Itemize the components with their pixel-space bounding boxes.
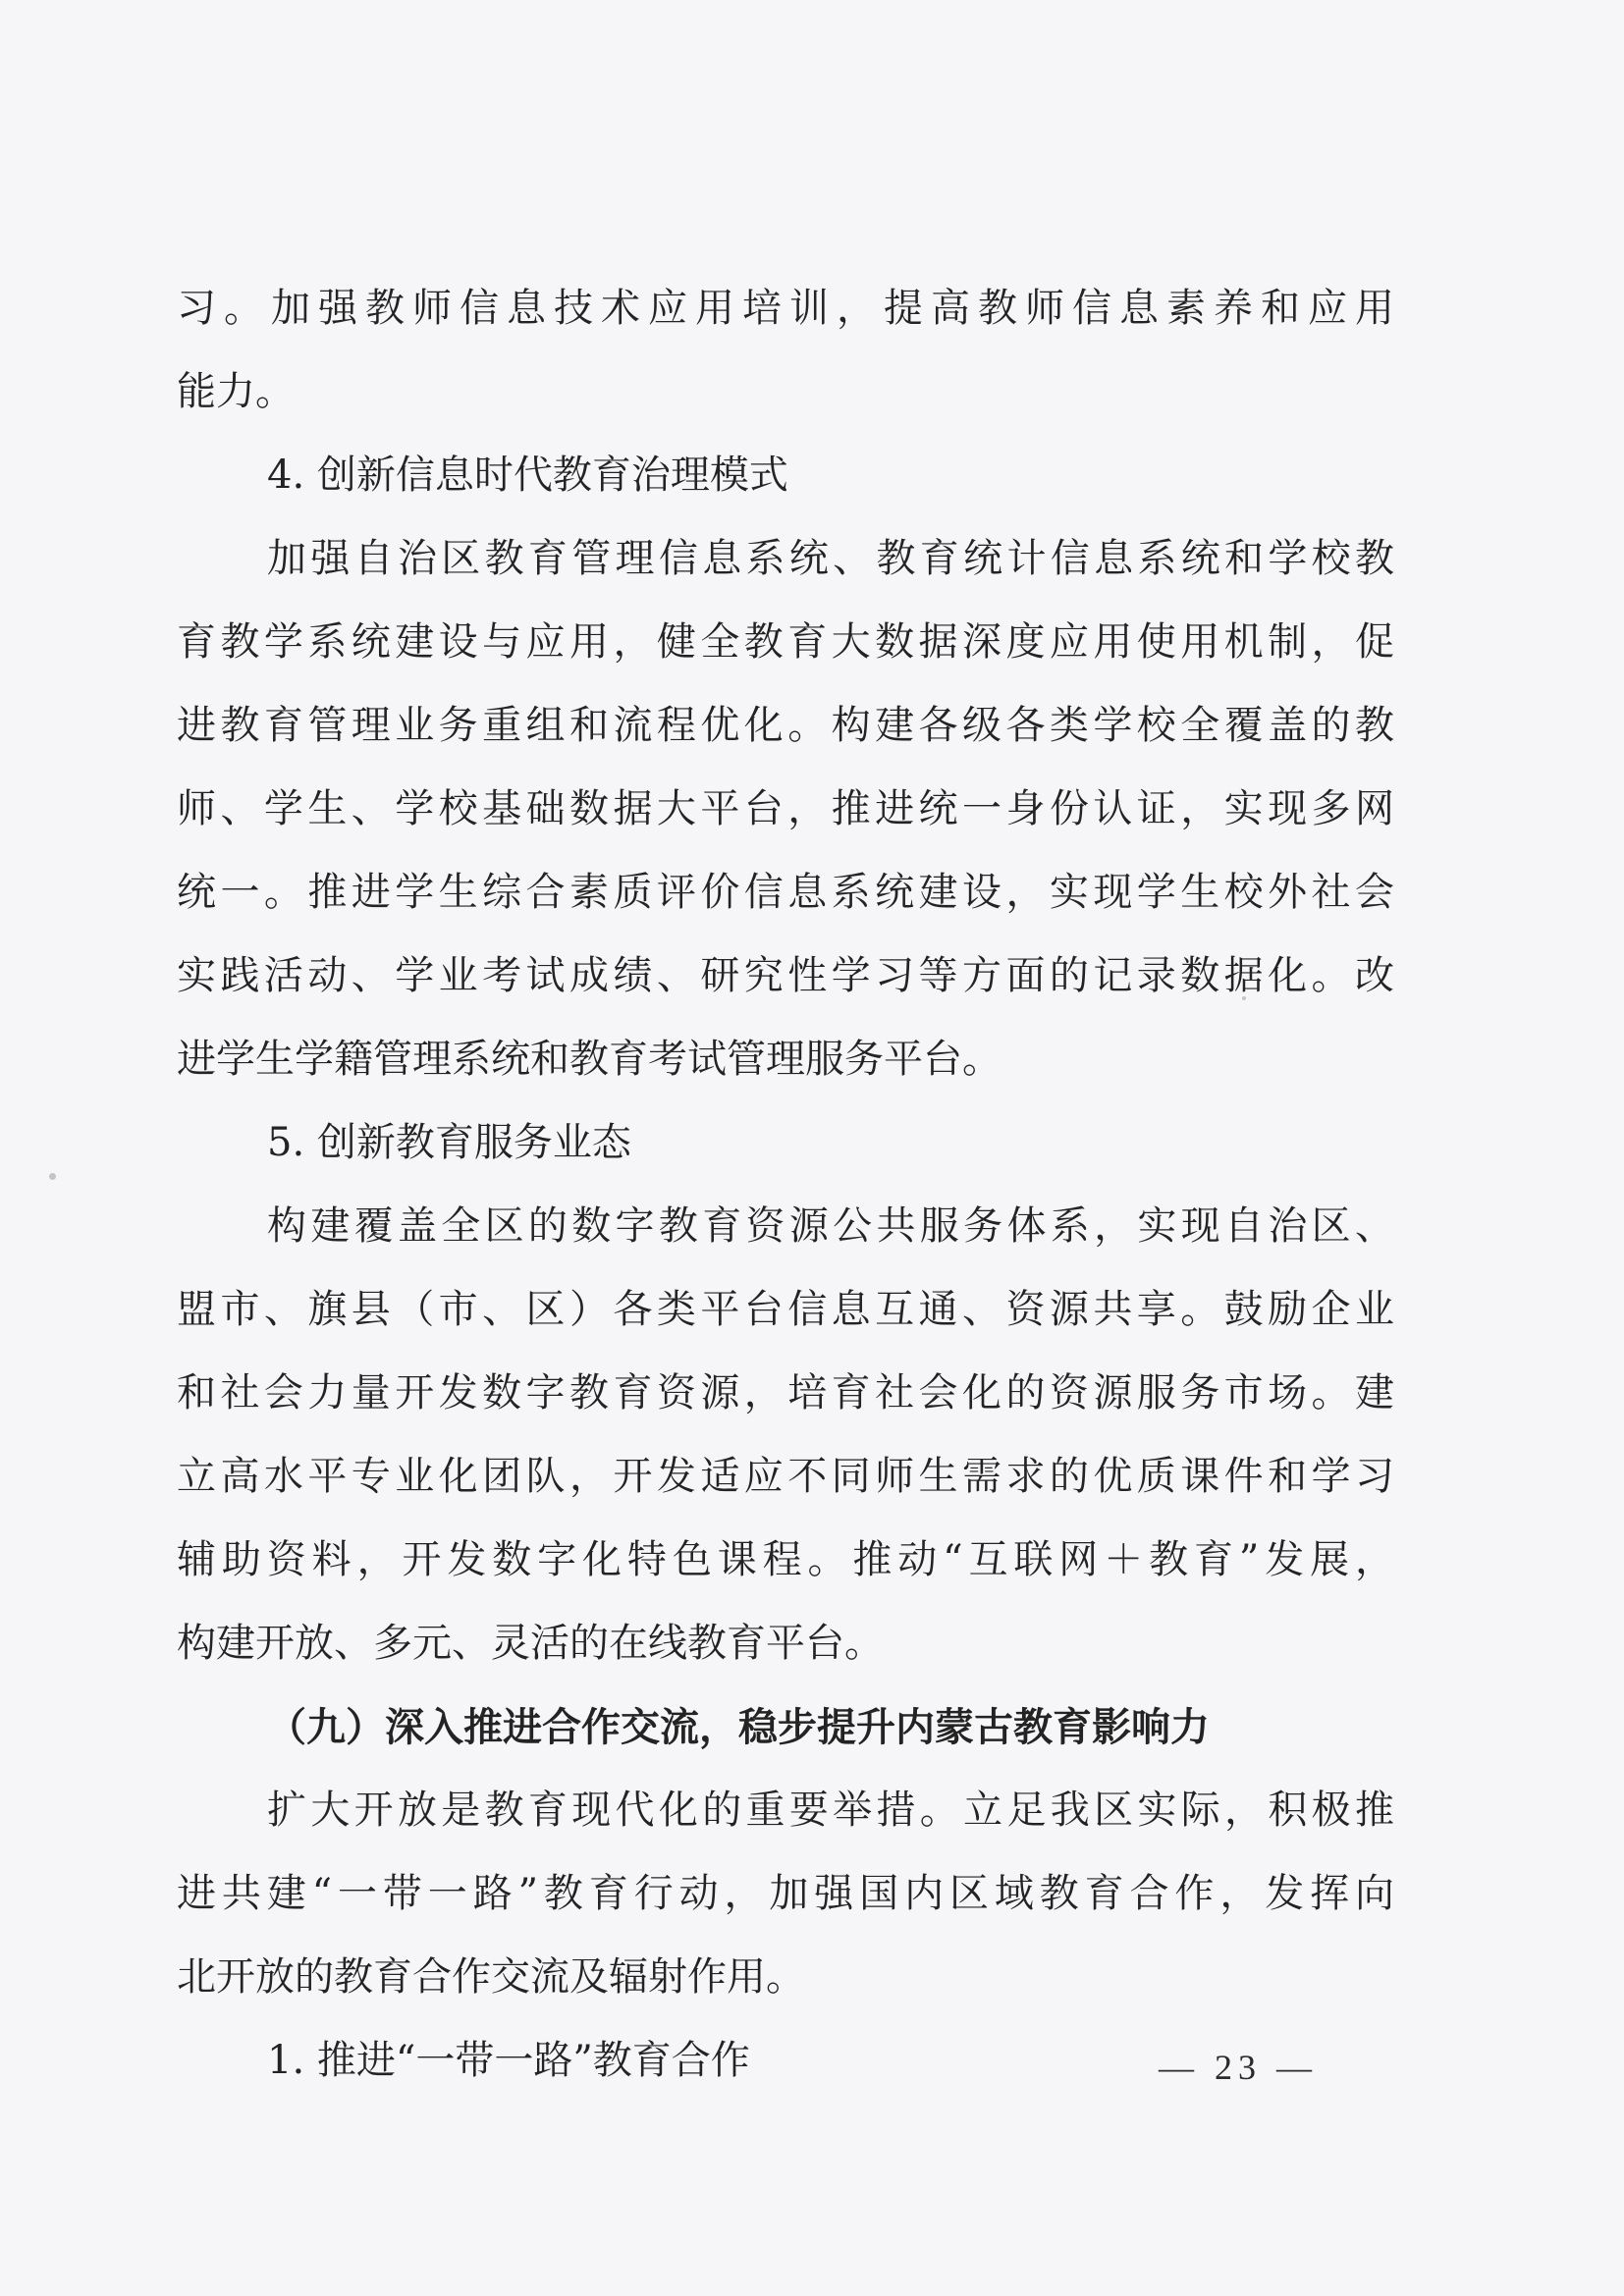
body-text bbox=[177, 267, 1394, 2103]
line-text: 进学生学籍管理系统和教育考试管理服务平台。 bbox=[177, 1037, 1001, 1082]
line-text: 实践活动、学业考试成绩、研究性学习等方面的记录数据化。改 bbox=[177, 953, 1394, 998]
line-text: 扩大开放是教育现代化的重要举措。立足我区实际，积极推 bbox=[267, 1788, 1394, 1833]
text-line bbox=[177, 851, 1394, 934]
text-line bbox=[177, 601, 1394, 684]
line-text: 盟市、旗县（市、区）各类平台信息互通、资源共享。鼓励企业 bbox=[177, 1287, 1394, 1332]
text-line bbox=[177, 1268, 1394, 1352]
text-line bbox=[177, 1101, 1394, 1185]
text-line bbox=[177, 1852, 1394, 1936]
text-line bbox=[177, 684, 1394, 768]
text-line bbox=[177, 934, 1394, 1018]
text-line bbox=[177, 517, 1394, 601]
line-text: 习。加强教师信息技术应用培训，提高教师信息素养和应用 bbox=[177, 286, 1394, 331]
text-line bbox=[177, 1519, 1394, 1602]
line-text: 进教育管理业务重组和流程优化。构建各级各类学校全覆盖的教 bbox=[177, 703, 1394, 748]
text-line bbox=[177, 1185, 1394, 1268]
text-line bbox=[177, 768, 1394, 851]
line-text: 5. 创新教育服务业态 bbox=[267, 1120, 631, 1165]
text-line bbox=[177, 1936, 1394, 2019]
text-line bbox=[177, 1352, 1394, 1435]
line-text: 构建覆盖全区的数字教育资源公共服务体系，实现自治区、 bbox=[267, 1203, 1394, 1249]
text-line bbox=[177, 1018, 1394, 1101]
text-line bbox=[177, 267, 1394, 350]
line-text: 1. 推进“一带一路”教育合作 bbox=[267, 2038, 750, 2083]
text-line bbox=[177, 434, 1394, 517]
line-text: 进共建“一带一路”教育行动，加强国内区域教育合作，发挥向 bbox=[177, 1871, 1394, 1916]
line-text: 师、学生、学校基础数据大平台，推进统一身份认证，实现多网 bbox=[177, 786, 1394, 831]
line-text: 辅助资料，开发数字化特色课程。推动“互联网＋教育”发展， bbox=[177, 1537, 1394, 1582]
page-number: — 23 — bbox=[1159, 2048, 1318, 2087]
text-line bbox=[177, 1769, 1394, 1852]
scan-speck bbox=[49, 1173, 56, 1180]
text-line bbox=[177, 350, 1394, 434]
line-text: 构建开放、多元、灵活的在线教育平台。 bbox=[177, 1621, 884, 1666]
line-text: 和社会力量开发数字教育资源，培育社会化的资源服务市场。建 bbox=[177, 1370, 1394, 1415]
line-text: 北开放的教育合作交流及辐射作用。 bbox=[177, 1954, 805, 2000]
section-heading-line bbox=[177, 1685, 1394, 1769]
line-text: 统一。推进学生综合素质评价信息系统建设，实现学生校外社会 bbox=[177, 870, 1394, 915]
line-text: 能力。 bbox=[177, 369, 295, 414]
line-text: 加强自治区教育管理信息系统、教育统计信息系统和学校教 bbox=[267, 536, 1394, 581]
line-text: （九）深入推进合作交流，稳步提升内蒙古教育影响力 bbox=[267, 1704, 1210, 1750]
text-line bbox=[177, 1435, 1394, 1519]
line-text: 4. 创新信息时代教育治理模式 bbox=[267, 453, 788, 498]
text-line bbox=[177, 1602, 1394, 1685]
line-text: 育教学系统建设与应用，健全教育大数据深度应用使用机制，促 bbox=[177, 619, 1394, 665]
line-text: 立高水平专业化团队，开发适应不同师生需求的优质课件和学习 bbox=[177, 1454, 1394, 1499]
